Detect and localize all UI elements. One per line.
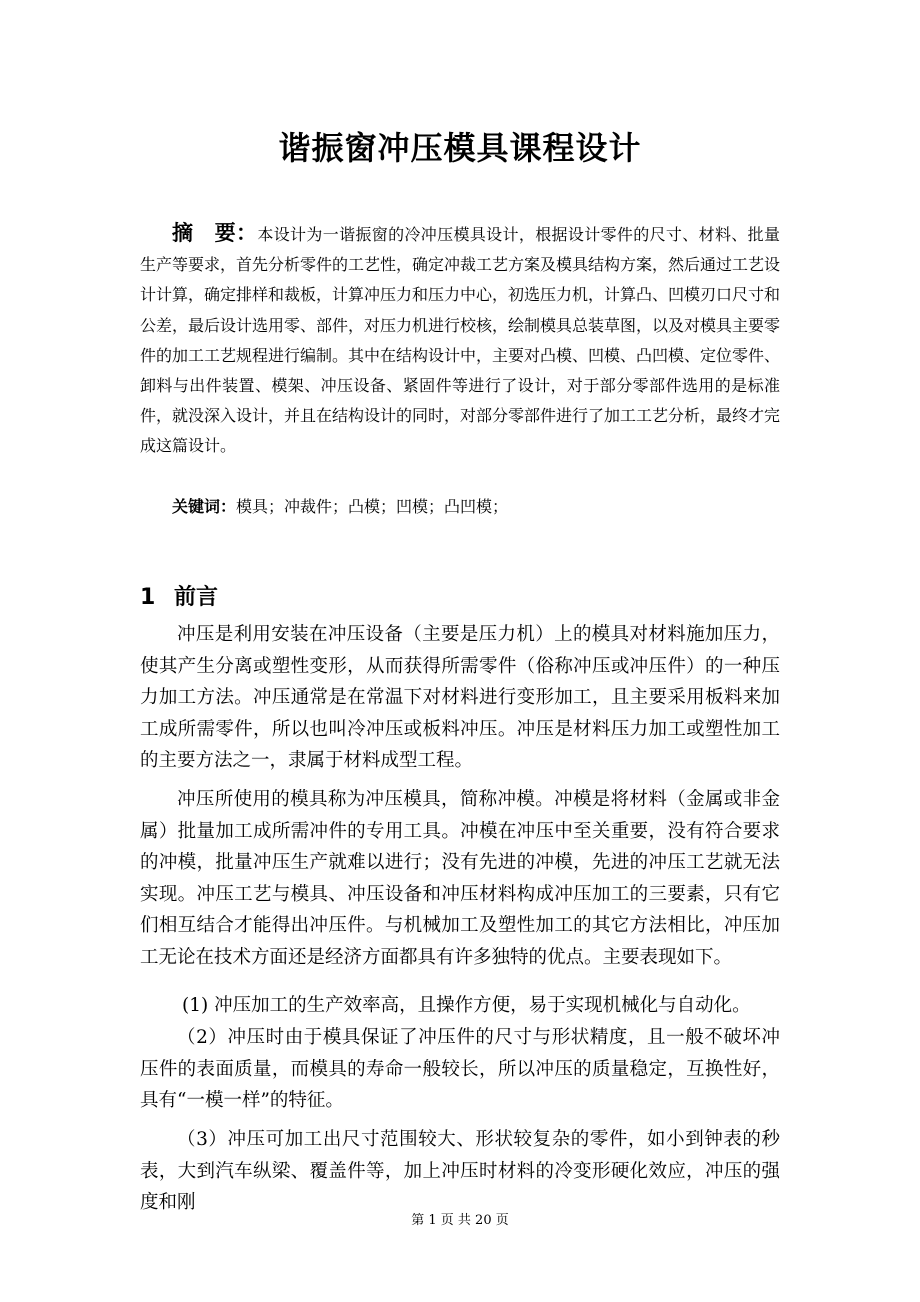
list-item-3: （3）冲压可加工出尺寸范围较大、形状较复杂的零件，如小到钟表的秒表，大到汽车纵梁、覆盖件等，加上冲压时材料的冷变形硬化效应，冲压的强度和刚 bbox=[140, 1129, 780, 1213]
abstract-label: 摘 要： bbox=[172, 221, 258, 245]
list-item-2: （2）冲压时由于模具保证了冲压件的尺寸与形状精度，且一般不破坏冲压件的表面质量，而模具的寿命一般较长，所以冲压的质量稳定，互换性好，具有“一模一样”的特征。 bbox=[140, 1027, 780, 1111]
page-footer: 第 1 页 共 20 页 bbox=[411, 1213, 509, 1228]
section-title: 前言 bbox=[174, 585, 219, 610]
section-number: 1 bbox=[140, 585, 156, 610]
abstract-paragraph bbox=[140, 218, 780, 462]
keywords-line bbox=[140, 492, 780, 522]
body-paragraph-1: 冲压是利用安装在冲压设备（主要是压力机）上的模具对材料施加压力，使其产生分离或塑性变形，从而获得所需零件（俗称冲压或冲压件）的一种压力加工方法。冲压通常是在常温下对材料进行变形加工，且主要采用板料来加工成所需零件，所以也叫冷冲压或板料冲压。冲压是材料压力加工或塑性加工的主要方法之一，隶属于材料成型工程。 bbox=[140, 624, 780, 771]
list-item-1: (1) 冲压加工的生产效率高，且操作方便，易于实现机械化与自动化。 bbox=[182, 995, 751, 1016]
abstract-text: 本设计为一谐振窗的冷冲压模具设计，根据设计零件的尺寸、材料、批量生产等要求，首先分析零件的工艺性，确定冲裁工艺方案及模具结构方案，然后通过工艺设计计算，确定排样和裁板，计算冲压力和压力中心，初选压力机，计算凸、凹模刃口尺寸和公差，最后设计选用零、部件，对压力机进行校核，绘制模具总装草图，以及对模具主要零件的加工工艺规程进行编制。其中在结构设计中，主要对凸模、凹模、凸凹模、定位零件、卸料与出件装置、模架、冲压设备、紧固件等进行了设计，对于部分零部件选用的是标准件，就没深入设计，并且在结构设计的同时，对部分零部件进行了加工工艺分析，最终才完成这篇设计。 bbox=[140, 225, 781, 456]
section-heading bbox=[140, 580, 218, 611]
keywords-text: 模具；冲裁件；凸模；凹模；凸凹模； bbox=[236, 497, 509, 516]
document-title: 谐振窗冲压模具课程设计 bbox=[278, 129, 642, 168]
body-paragraph-2: 冲压所使用的模具称为冲压模具，简称冲模。冲模是将材料（金属或非金属）批量加工成所需冲件的专用工具。冲模在冲压中至关重要，没有符合要求的冲模，批量冲压生产就难以进行；没有先进的冲模，先进的冲压工艺就无法实现。冲压工艺与模具、冲压设备和冲压材料构成冲压加工的三要素，只有它们相互结合才能得出冲压件。与机械加工及塑性加工的其它方法相比，冲压加工无论在技术方面还是经济方面都具有许多独特的优点。主要表现如下。 bbox=[140, 789, 780, 968]
keywords-label: 关键词： bbox=[172, 497, 237, 516]
